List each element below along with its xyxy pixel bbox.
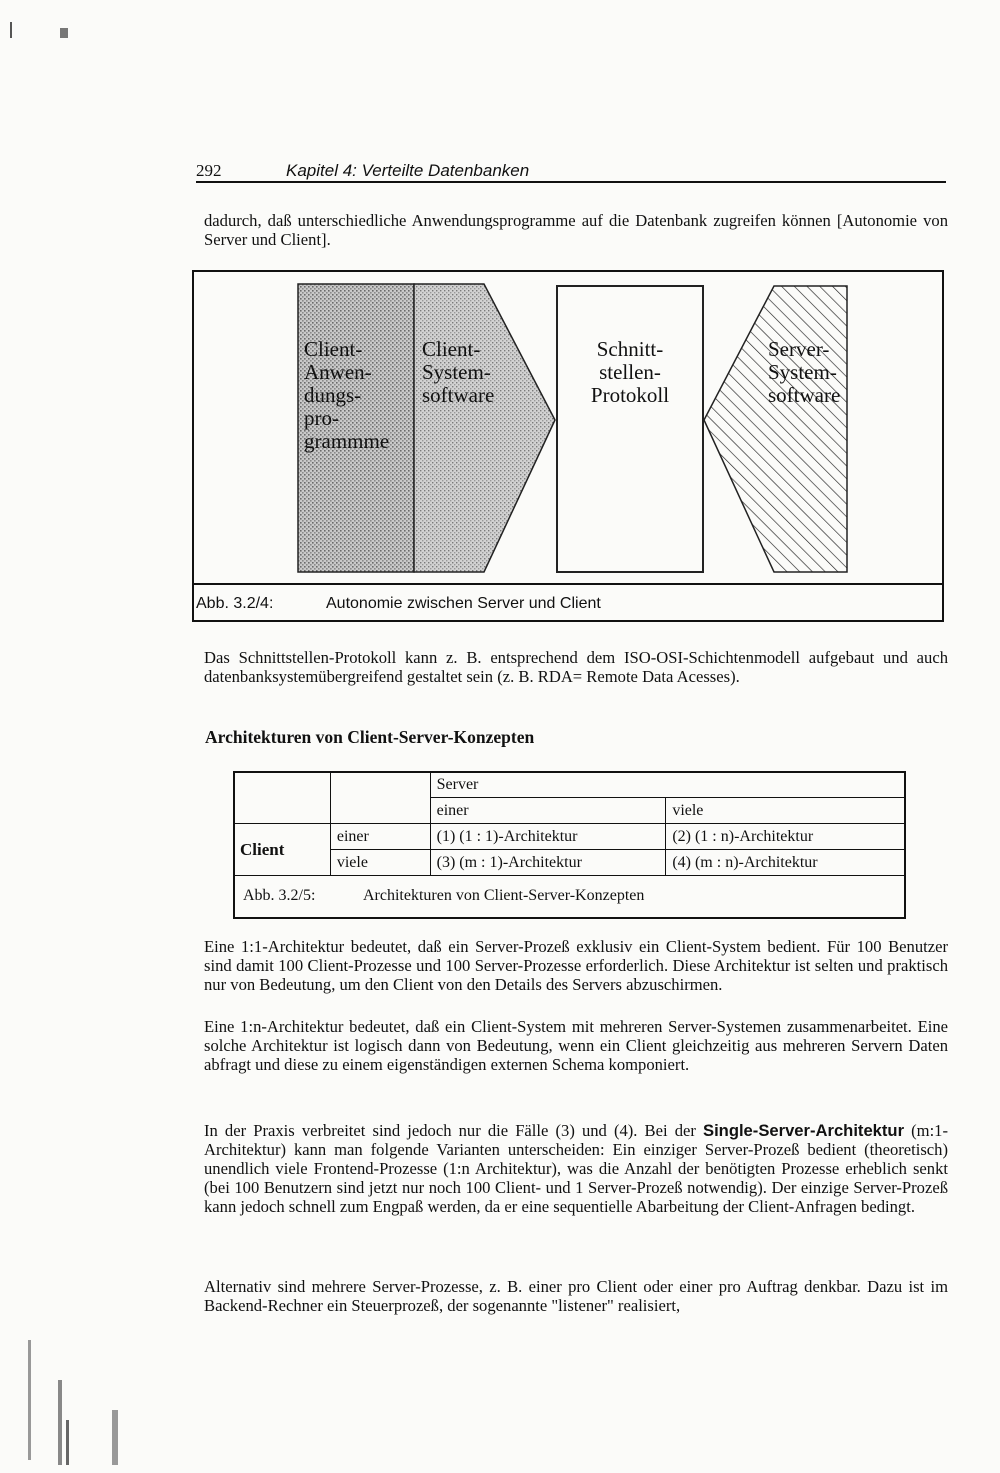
client-application-label-line: Client- [304, 337, 363, 361]
client-application-label-line: Anwen- [304, 360, 372, 384]
client-header: Client [234, 824, 331, 876]
client-application-label-line: pro- [304, 406, 339, 430]
paragraph-protocol: Das Schnittstellen-Protokoll kann z. B. entsprechend dem ISO-OSI-Schichtenmodell aufgebaut und auch datenbanksystemübergreifend gestaltet sein (z. B. RDA= Remote Data Acesses). [204, 648, 948, 686]
table-caption-label: Abb. 3.2/5: [243, 887, 316, 904]
server-col-viele: viele [666, 798, 906, 824]
figure-caption-text: Autonomie zwischen Server und Client [326, 595, 601, 612]
figure-caption-divider [192, 583, 944, 585]
paragraph-text: In der Praxis verbreitet sind jedoch nur die Fälle (3) und (4). Bei der [204, 1121, 703, 1140]
table-corner-cell [330, 772, 430, 824]
table-row [234, 850, 906, 876]
paragraph-1-1-architecture: Eine 1:1-Architektur bedeutet, daß ein Server-Prozeß exklusiv ein Client-System bedient. Für 100 Benutzer sind damit 100 Client-Prozesse und 100 Server-Prozesse erforderlich. Diese Architektur ist selten und praktisch nur von Bedeutung, um den Client von den Details des Servers abzuschirmen. [204, 937, 948, 994]
client-system-label-line: System- [422, 360, 491, 384]
scan-artifact [58, 1380, 62, 1465]
page-number: 292 [196, 161, 222, 180]
scan-artifact [28, 1340, 31, 1460]
paragraph-intro: dadurch, daß unterschiedliche Anwendungsprogramme auf die Datenbank zugreifen können [Autonomie von Server und Client]. [204, 211, 948, 249]
client-application-label-line: dungs- [304, 383, 362, 407]
client-system-label-line: software [422, 383, 495, 407]
table-cell: (3) (m : 1)-Architektur [430, 850, 666, 876]
scan-artifact [66, 1420, 69, 1465]
server-header: Server [430, 772, 905, 798]
client-application-label-line: grammme [304, 429, 390, 453]
server-col-einer: einer [430, 798, 666, 824]
client-system-label-line: Client- [422, 337, 481, 361]
table-cell: (2) (1 : n)-Architektur [666, 824, 906, 850]
table-caption-text: Architekturen von Client-Server-Konzepten [363, 887, 645, 904]
client-system-software-block [414, 284, 555, 572]
header-rule [196, 181, 946, 183]
client-server-diagram [192, 270, 944, 582]
server-system-label-line: software [768, 383, 841, 407]
term-single-server: Single-Server-Architektur [703, 1121, 905, 1140]
section-heading: Architekturen von Client-Server-Konzepten [205, 727, 535, 747]
server-system-software-block [704, 286, 847, 572]
paragraph-text: (m:1-Architektur) kann man folgende Varianten unterscheiden: Ein einziger Server-Prozeß bedient (theoretisch) unendlich viele Frontend-Prozesse (1:n Architektur), was die Anzahl der benötigten Prozesse erheblich senkt (bei 100 Benutzern sind jetzt nur noch 100 Client- und 1 Server-Prozeß notwendig). Der einzige Server-Prozeß kann jedoch schnell zum Engpaß werden, da er eine sequentielle Abarbeitung der Client-Anfragen bedingt. [204, 1121, 949, 1216]
table-cell: (4) (m : n)-Architektur [666, 850, 906, 876]
table-cell: (1) (1 : 1)-Architektur [430, 824, 666, 850]
protocol-label-line: Protokoll [590, 383, 670, 407]
table-corner-cell [234, 772, 331, 824]
scan-artifact [60, 28, 68, 38]
protocol-label-line: stellen- [599, 360, 661, 384]
interface-protocol-block [557, 286, 703, 572]
scan-artifact [10, 22, 12, 38]
server-system-label-line: System- [768, 360, 837, 384]
scan-artifact [112, 1410, 118, 1465]
server-system-label-line: Server- [768, 337, 830, 361]
figure-caption-label: Abb. 3.2/4: [196, 595, 274, 612]
client-row-label: einer [330, 824, 430, 850]
paragraph-multi-server: Alternativ sind mehrere Server-Prozesse, z. B. einer pro Client oder einer pro Auftrag denkbar. Dazu ist im Backend-Rechner ein Steuerprozeß, der sogenannte "listener" realisiert, [204, 1277, 948, 1315]
table-row [234, 824, 906, 850]
architecture-table [233, 771, 906, 876]
client-row-label: viele [330, 850, 430, 876]
paragraph-single-server [204, 1121, 948, 1216]
paragraph-1-n-architecture: Eine 1:n-Architektur bedeutet, daß ein Client-System mit mehreren Server-Systemen zusammenarbeitet. Eine solche Architektur ist logisch dann von Bedeutung, wenn ein Client gleichzeitig aus mehreren Servern Daten abfragt und diese zu einem eigenständigen externen Schema komponiert. [204, 1017, 948, 1074]
protocol-label-line: Schnitt- [596, 337, 664, 361]
chapter-title: Kapitel 4: Verteilte Datenbanken [286, 161, 530, 180]
